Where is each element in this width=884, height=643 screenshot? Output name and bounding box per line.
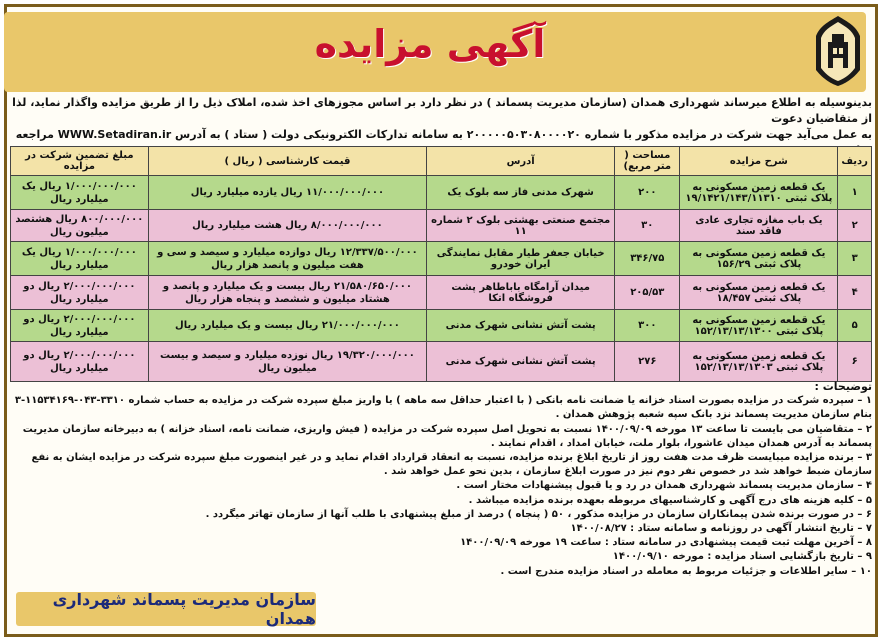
intro-line: بدینوسیله به اطلاع میرساند شهرداری همدان (سازمان مدیریت پسماند ) در نظر دارد بر اساس مجوزهای اخذ شده، املاک ذیل را از طریق مزایده واگذار نماید، لذا از متقاضیان دعوت — [12, 96, 872, 125]
header-area: مساحت ( متر مربع) — [615, 147, 680, 176]
cell-area: ۳۴۶/۷۵ — [615, 242, 680, 276]
cell-address: مجتمع صنعتی بهشتی بلوک ۲ شماره ۱۱ — [427, 210, 615, 242]
table-row — [11, 176, 872, 210]
cell-deposit: ۱/۰۰۰/۰۰۰/۰۰۰ ریال یک میلیارد ریال — [11, 176, 149, 210]
table-row — [11, 276, 872, 310]
note-item: ۷ – تاریخ انتشار آگهی در روزنامه و سامانه ستاد : ۱۴۰۰/۰۸/۲۷ — [570, 523, 872, 535]
cell-price: ۱۹/۳۲۰/۰۰۰/۰۰۰ ریال نوزده میلیارد و سیصد و بیست میلیون ریال — [148, 342, 426, 382]
cell-deposit: ۲/۰۰۰/۰۰۰/۰۰۰ ریال دو میلیارد ریال — [11, 310, 149, 342]
cell-row-number: ۱ — [838, 176, 872, 210]
cell-area: ۲۷۶ — [615, 342, 680, 382]
cell-address: شهرک مدنی فاز سه بلوک یک — [427, 176, 615, 210]
note-item: ۸ – آخرین مهلت ثبت قیمت پیشنهادی در سامانه ستاد : ساعت ۱۹ مورخه ۱۴۰۰/۰۹/۰۹ — [460, 537, 872, 549]
cell-deposit: ۲/۰۰۰/۰۰۰/۰۰۰ ریال دو میلیارد ریال — [11, 342, 149, 382]
notes-heading: توضیحات : — [814, 380, 872, 393]
cell-area: ۲۰۰ — [615, 176, 680, 210]
cell-row-number: ۴ — [838, 276, 872, 310]
header-deposit: مبلغ تضمین شرکت در مزایده — [11, 147, 149, 176]
intro-line: به عمل می‌آید جهت شرکت در مزایده مذکور با شماره ۲۰۰۰۰۰۵۰۳۰۸۰۰۰۰۲۰ به سامانه تدارکات الکترونیکی دولت ( ستاد ) به آدرس WWW.Setadiran.ir مراجعه — [15, 128, 872, 141]
cell-description: یک قطعه زمین مسکونی به پلاک ثبتی ۱۵۲/۱۳/۱۳/۱۳۰۳ — [680, 342, 838, 382]
note-item: ۵ – کلیه هزینه های درج آگهی و کارشناسیهای مربوطه بعهده برنده مزایده میباشد . — [468, 494, 872, 506]
cell-row-number: ۵ — [838, 310, 872, 342]
cell-row-number: ۲ — [838, 210, 872, 242]
cell-address: خیابان جعفر طیار مقابل نمایندگی ایران خودرو — [427, 242, 615, 276]
cell-price: ۸/۰۰۰/۰۰۰/۰۰۰ ریال هشت میلیارد ریال — [148, 210, 426, 242]
header-description: شرح مزایده — [680, 147, 838, 176]
cell-deposit: ۱/۰۰۰/۰۰۰/۰۰۰ ریال یک میلیارد ریال — [11, 242, 149, 276]
cell-price: ۲۱/۵۸۰/۶۵۰/۰۰۰ ریال بیست و یک میلیارد و پانصد و هشتاد میلیون و ششصد و پنجاه هزار ریال — [148, 276, 426, 310]
table-row — [11, 210, 872, 242]
header-price: قیمت کارشناسی ( ریال ) — [148, 147, 426, 176]
cell-area: ۲۰۵/۵۳ — [615, 276, 680, 310]
cell-description: یک قطعه زمین مسکونی به پلاک ثبتی ۱۸/۴۵۷ — [680, 276, 838, 310]
cell-price: ۲۱/۰۰۰/۰۰۰/۰۰۰ ریال بیست و یک میلیارد ریال — [148, 310, 426, 342]
cell-area: ۳۰۰ — [615, 310, 680, 342]
note-item: ۱ – سپرده شرکت در مزایده بصورت اسناد خزانه یا ضمانت نامه بانکی ( با اعتبار حداقل سه ماهه ) یا واریز مبلغ سپرده شرکت در مزایده به حساب شماره ۳۳۱۰-۰۴۳-۱۱۵۳۴۱۶۹-۳ بنام سازمان مدیریت پسماند نزد بانک سپه شعبه پژوهش همدان . — [14, 395, 872, 421]
cell-description: یک قطعه زمین مسکونی به پلاک ثبتی ۱۵۶/۲۹ — [680, 242, 838, 276]
cell-area: ۳۰ — [615, 210, 680, 242]
cell-deposit: ۲/۰۰۰/۰۰۰/۰۰۰ ریال دو میلیارد ریال — [11, 276, 149, 310]
table-header-row — [11, 147, 872, 176]
note-item: ۳ – برنده مزایده میبایست ظرف مدت هفت روز از تاریخ ابلاغ برنده مزایده، نسبت به انعقاد قرارداد اقدام نماید و در غیر اینصورت مبلغ سپرده شرکت در مزایده ایشان به نفع سازمان ضبط خواهد شد در خصوص نفر دوم نیز در صورت ابلاغ سازمان ، بدین نحو عمل خواهد شد . — [31, 452, 872, 478]
municipality-logo-icon — [810, 14, 866, 88]
notes-section — [12, 380, 872, 579]
note-item: ۹ – تاریخ بازگشایی اسناد مزایده : مورخه ۱۴۰۰/۰۹/۱۰ — [612, 551, 872, 563]
auction-table — [10, 146, 872, 382]
header-address: آدرس — [427, 147, 615, 176]
cell-row-number: ۳ — [838, 242, 872, 276]
note-item: ۲ – متقاضیان می بایست تا ساعت ۱۳ مورخه ۱۴۰۰/۰۹/۰۹ نسبت به تحویل اصل سپرده شرکت در مزایده ( فیش واریزی، ضمانت نامه، اسناد خزانه ) به دبیرخانه سازمان مدیریت پسماند به آدرس همدان میدان عاشورا، بلوار ملت، خیابان امداد ، اقدام نمایند . — [22, 423, 872, 449]
footer-organization: سازمان مدیریت پسماند شهرداری همدان — [16, 592, 316, 626]
table-row — [11, 242, 872, 276]
cell-price: ۱۱/۰۰۰/۰۰۰/۰۰۰ ریال یازده میلیارد ریال — [148, 176, 426, 210]
note-item: ۶ – در صورت برنده شدن پیمانکاران سازمان در مزایده مذکور ، ۵۰ ( پنجاه ) درصد از مبلغ پیشنهادی با طلب آنها از سازمان تهاتر میگردد . — [205, 508, 872, 520]
note-item: ۱۰ – سایر اطلاعات و جزئیات مربوط به معامله در اسناد مزایده مندرج است . — [500, 565, 872, 577]
cell-address: پشت آتش نشانی شهرک مدنی — [427, 342, 615, 382]
cell-deposit: ۸۰۰/۰۰۰/۰۰۰ ریال هشتصد میلیون ریال — [11, 210, 149, 242]
note-item: ۴ – سازمان مدیریت پسماند شهرداری همدان در رد و یا قبول پیشنهادات مختار است . — [456, 480, 872, 492]
table-row — [11, 342, 872, 382]
cell-row-number: ۶ — [838, 342, 872, 382]
table-row — [11, 310, 872, 342]
page-title: آگهی مزایده — [314, 22, 546, 66]
cell-description: یک قطعه زمین مسکونی به پلاک ثبتی ۱۹/۱۴۲۱/۱۴۳/۱۱۳۱۰ — [680, 176, 838, 210]
header-row-number: ردیف — [838, 147, 872, 176]
cell-address: میدان آرامگاه باباطاهر پشت فروشگاه اتکا — [427, 276, 615, 310]
cell-price: ۱۲/۳۳۷/۵۰۰/۰۰۰ ریال دوازده میلیارد و سیصد و سی و هفت میلیون و پانصد هزار ریال — [148, 242, 426, 276]
cell-address: پشت آتش نشانی شهرک مدنی — [427, 310, 615, 342]
cell-description: یک باب مغازه تجاری عادی فاقد سند — [680, 210, 838, 242]
cell-description: یک قطعه زمین مسکونی به پلاک ثبتی ۱۵۲/۱۳/۱۳/۱۳۰۰ — [680, 310, 838, 342]
